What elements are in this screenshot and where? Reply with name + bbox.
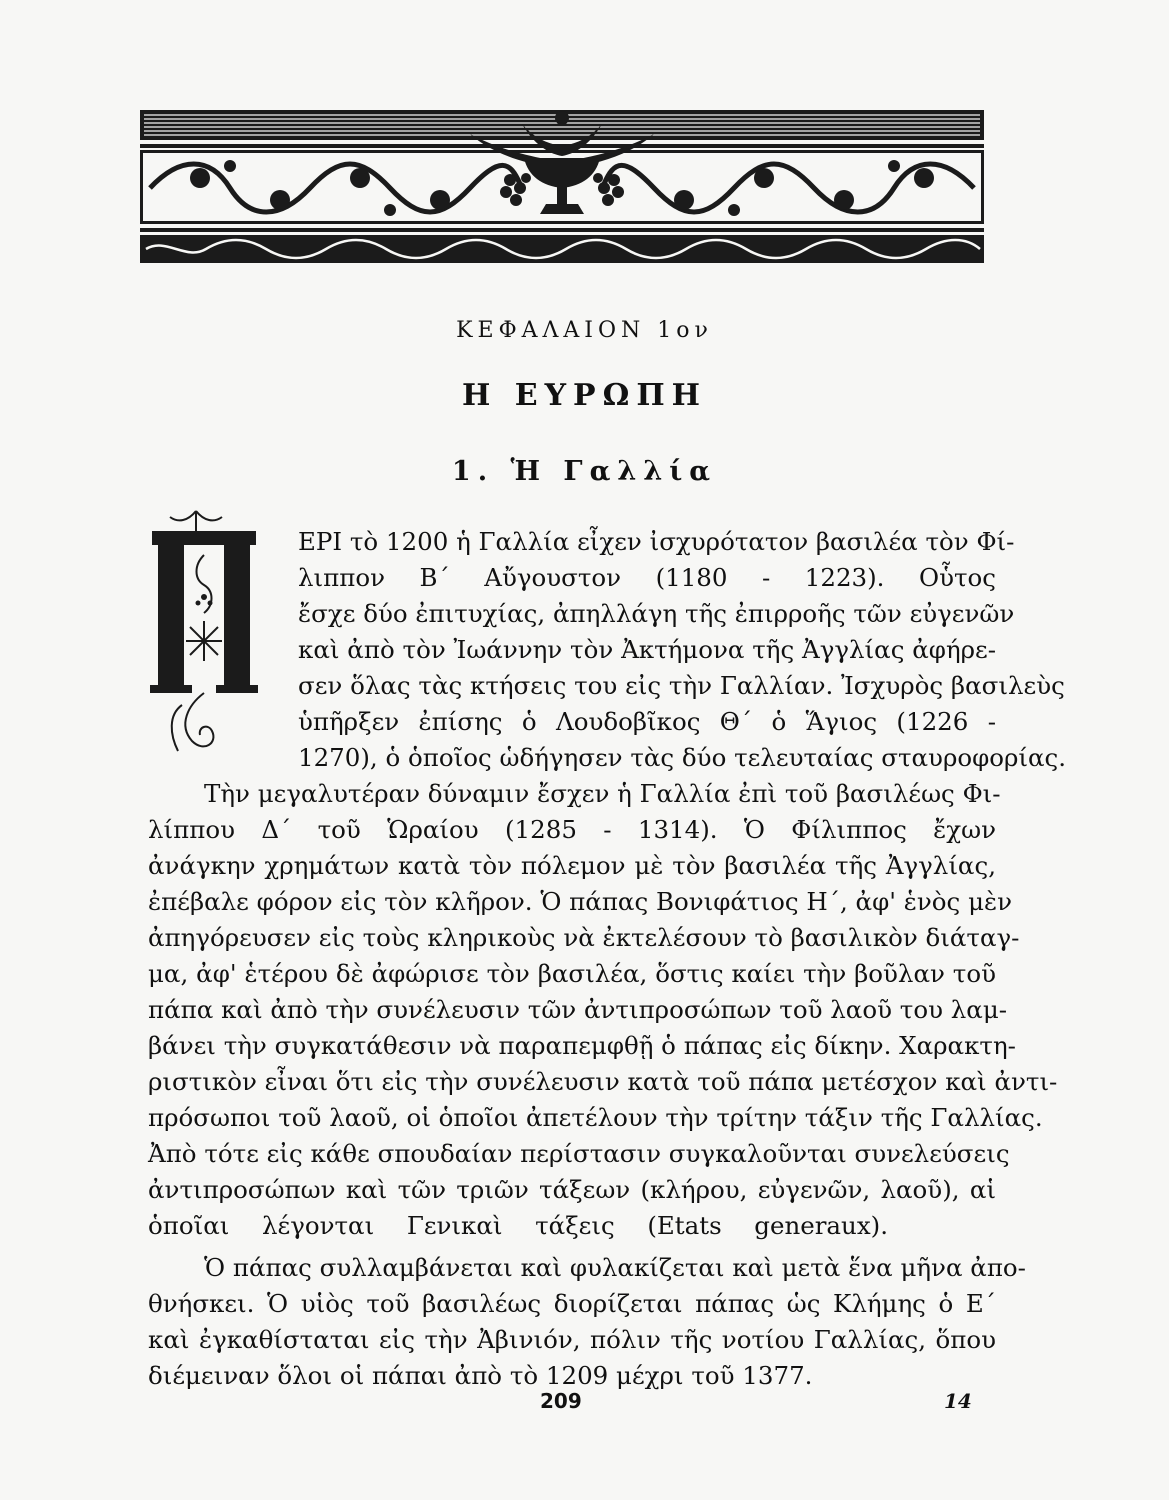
text-line: ἐπέβαλε φόρον εἰς τὸν κλῆρον. Ὁ πάπας Βονιφάτιος Η΄, ἀφ' ἑνὸς μὲν — [148, 887, 1013, 916]
text-line: πρόσωποι τοῦ λαοῦ, οἱ ὁποῖοι ἀπετέλουν τὴν τρίτην τάξιν τῆς Γαλλίας. — [148, 1103, 1043, 1132]
drop-cap-ornament — [148, 505, 260, 765]
text-line: καὶ ἐγκαθίσταται εἰς τὴν Ἀβινιόν, πόλιν τῆς νοτίου Γαλλίας, ὅπου — [148, 1325, 996, 1354]
text-line: Ὁ πάπας συλλαμβάνεται καὶ φυλακίζεται καὶ μετὰ ἕνα μῆνα ἀπο- — [204, 1253, 1026, 1282]
text-line: ΕΡΙ τὸ 1200 ἡ Γαλλία εἶχεν ἰσχυρότατον βασιλέα τὸν Φί- — [298, 527, 1015, 556]
text-line: καὶ ἀπὸ τὸν Ἰωάννην τὸν Ἀκτήμονα τῆς Ἀγγλίας ἀφήρε- — [298, 635, 996, 664]
text-line: Ἀπὸ τότε εἰς κάθε σπουδαίαν περίστασιν συγκαλοῦνται συνελεύσεις — [148, 1139, 1010, 1168]
text-line: ὑπῆρξεν ἐπίσης ὁ Λουδοβῖκος Θ΄ ὁ Ἅγιος (1226 - — [298, 707, 996, 736]
text-line: ὁποῖαι λέγονται Γενικαὶ τάξεις (Etats generaux). — [148, 1211, 888, 1240]
text-line: λίππου Δ΄ τοῦ Ὡραίου (1285 - 1314). Ὁ Φίλιππος ἔχων — [148, 815, 996, 844]
ornamental-banner — [140, 106, 984, 268]
page-number: 209 — [540, 1389, 582, 1413]
text-line: σεν ὅλας τὰς κτήσεις του εἰς τὴν Γαλλίαν. Ἰσχυρὸς βασιλεὺς — [298, 671, 1065, 700]
text-line: Τὴν μεγαλυτέραν δύναμιν ἔσχεν ἡ Γαλλία ἐπὶ τοῦ βασιλέως Φι- — [204, 779, 1001, 808]
text-line: θνήσκει. Ὁ υἱὸς τοῦ βασιλέως διορίζεται πάπας ὡς Κλήμης ὁ Ε΄ — [148, 1289, 996, 1318]
text-line: βάνει τὴν συγκατάθεσιν νὰ παραπεμφθῇ ὁ πάπας εἰς δίκην. Χαρακτη- — [148, 1031, 1016, 1060]
text-line: πάπα καὶ ἀπὸ τὴν συνέλευσιν τῶν ἀντιπροσώπων τοῦ λαοῦ του λαμ- — [148, 995, 1008, 1024]
text-line: ἔσχε δύο ἐπιτυχίας, ἀπηλλάγη τῆς ἐπιρροῆς τῶν εὐγενῶν — [298, 599, 1015, 628]
text-line: διέμειναν ὅλοι οἱ πάπαι ἀπὸ τὸ 1209 μέχρι τοῦ 1377. — [148, 1361, 813, 1390]
text-line: μα, ἀφ' ἑτέρου δὲ ἀφώρισε τὸν βασιλέα, ὅστις καίει τὴν βοῦλαν τοῦ — [148, 959, 996, 988]
text-line: ἀνάγκην χρημάτων κατὰ τὸν πόλεμον μὲ τὸν βασιλέα τῆς Ἀγγλίας, — [148, 851, 996, 880]
text-line: λιππον Β΄ Αὔγουστον (1180 - 1223). Οὗτος — [298, 563, 996, 592]
chapter-heading: ΚΕΦΑΛΑΙΟΝ 1ον — [456, 318, 713, 343]
text-line: ἀντιπροσώπων καὶ τῶν τριῶν τάξεων (κλήρου, εὐγενῶν, λαοῦ), αἱ — [148, 1175, 996, 1204]
signature-mark: 14 — [944, 1389, 972, 1413]
text-line: ριστικὸν εἶναι ὅτι εἰς τὴν συνέλευσιν κατὰ τοῦ πάπα μετέσχον καὶ ἀντι- — [148, 1067, 1058, 1096]
subsection-title: 1. Ἡ Γαλλία — [451, 456, 718, 487]
text-line: ἀπηγόρευσεν εἰς τοὺς κληρικοὺς νὰ ἐκτελέσουν τὸ βασιλικὸν διάταγ- — [148, 923, 1020, 952]
text-line: 1270), ὁ ὁποῖος ὡδήγησεν τὰς δύο τελευταίας σταυροφορίας. — [298, 743, 1067, 772]
section-title: Η ΕΥΡΩΠΗ — [461, 378, 707, 413]
